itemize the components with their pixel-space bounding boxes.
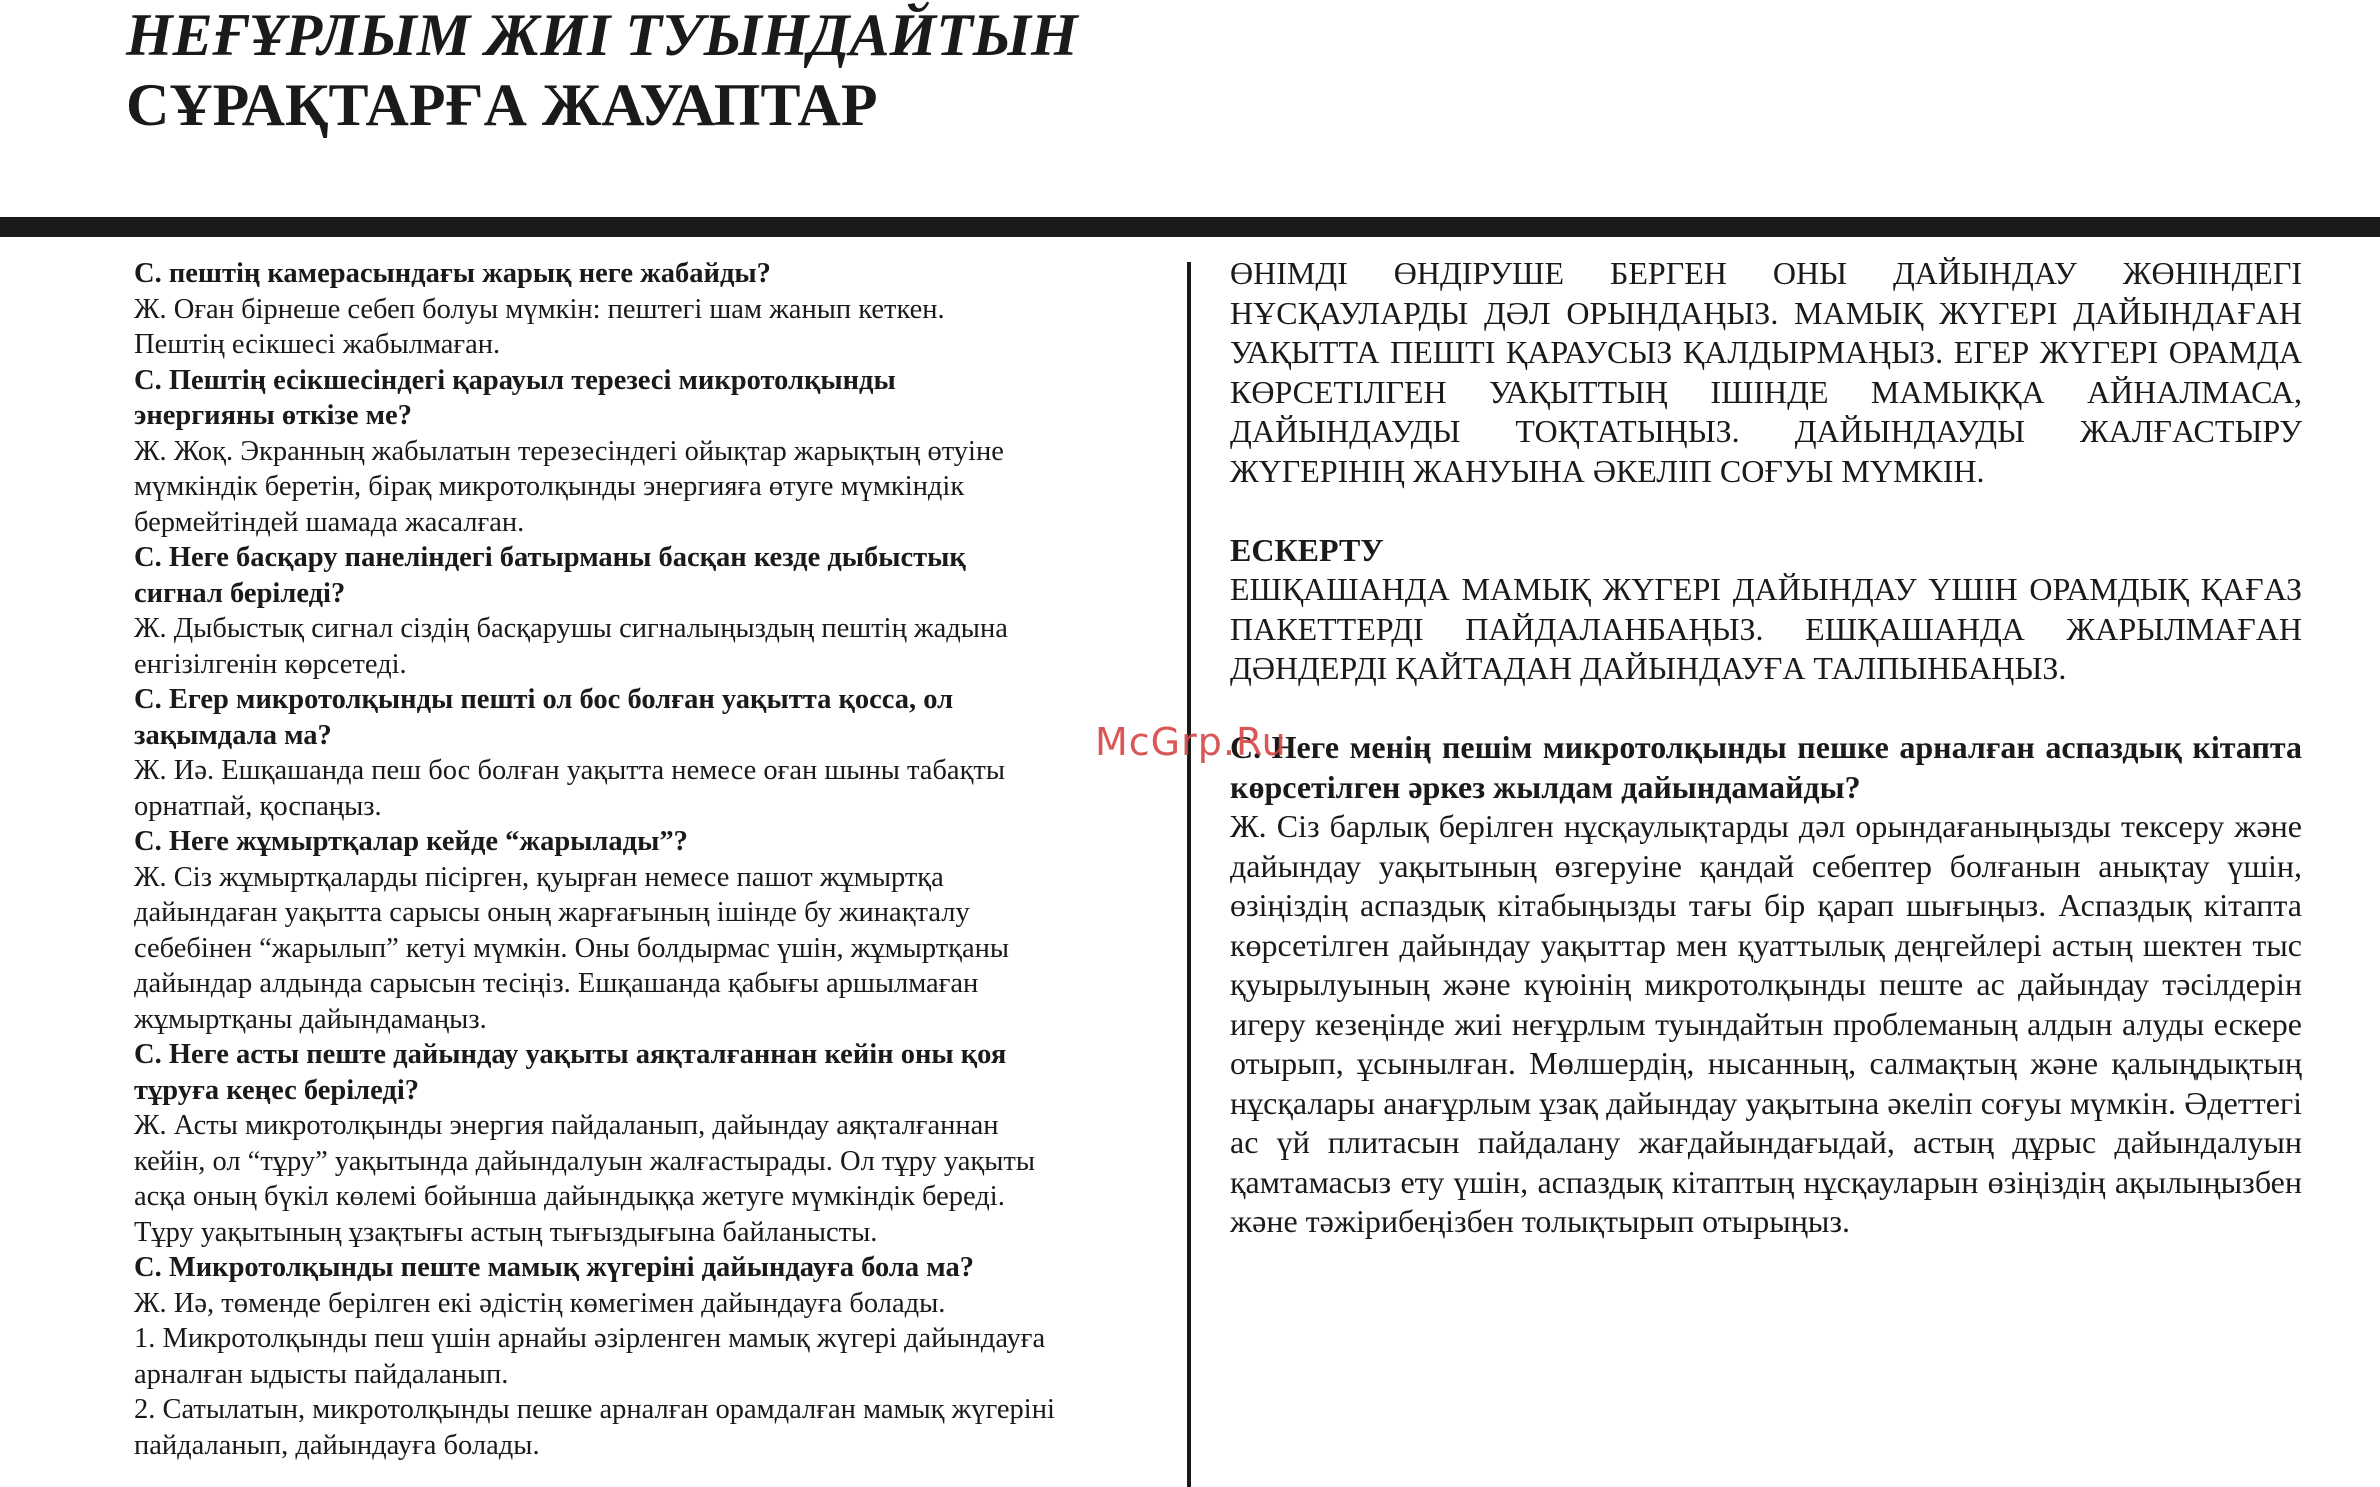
faq-answer-line: мүмкіндік беретін, бірақ микротолқынды энергияға өтуге мүмкіндік — [134, 471, 965, 502]
faq-right-column — [1230, 254, 2302, 1242]
faq-answer-line: орнатпай, қоспаңыз. — [134, 790, 382, 822]
instruction-paragraph: ӨНІМДІ ӨНДІРУШЕ БЕРГЕН ОНЫ ДАЙЫНДАУ ЖӨНІНДЕГІ НҰСҚАУЛАРДЫ ДӘЛ ОРЫНДАҢЫЗ. МАМЫҚ ЖҮГЕРІ ДАЙЫНДАҒАН УАҚЫТТА ПЕШТІ ҚАРАУСЫЗ ҚАЛДЫРМАҢЫЗ. ЕГЕР ЖҮГЕРІ ОРАМДА КӨРСЕТІЛГЕН УАҚЫТТЫҢ ІШІНДЕ МАМЫҚҚА АЙНАЛМАСА, ДАЙЫНДАУДЫ ТОҚТАТЫҢЫЗ. ДАЙЫНДАУДЫ ЖАЛҒАСТЫРУ ЖҮГЕРІНІҢ ЖАНУЫНА ӘКЕЛІП СОҒУЫ МҮМКІН. — [1230, 255, 2302, 489]
column-divider — [1187, 262, 1191, 1487]
warning-heading: ЕСКЕРТУ — [1230, 531, 1384, 568]
faq-answer-line: Ж. Дыбыстық сигнал сіздің басқарушы сигналыңыздың пештің жадына — [134, 613, 1008, 644]
faq-answer-line: жұмыртқаны дайындамаңыз. — [134, 1003, 487, 1035]
faq-left-column — [134, 256, 1174, 1463]
faq-question-line: зақымдала ма? — [134, 719, 332, 751]
faq-answer-line: себебінен “жарылып” кетуі мүмкін. Оны болдырмас үшін, жұмыртқаны — [134, 932, 1010, 964]
faq-question-line: С. Пештің есікшесіндегі қарауыл терезесі микротолқынды — [134, 364, 896, 396]
watermark: McGrp.Ru — [1095, 720, 1287, 764]
faq-answer-line: Ж. Иә. Ешқашанда пеш бос болған уақытта немесе оған шыны табақты — [134, 755, 1006, 786]
faq-answer-line: асқа оның бүкіл көлемі бойынша дайындыққа жетуге мүмкіндік береді. — [134, 1181, 1005, 1212]
paragraph-gap — [1230, 491, 2302, 531]
faq-question-line: сигнал беріледі? — [134, 577, 346, 609]
faq-question-line: С. Егер микротолқынды пешті ол бос болған уақытта қосса, ол — [134, 684, 954, 715]
faq-question-line: С. Микротолқынды пеште мамық жүгеріні дайындауға бола ма? — [134, 1252, 974, 1283]
faq-answer-line: дайындаған уақытта сарысы оның жарғағының ішінде бу жинақталу — [134, 897, 970, 928]
faq-answer-line: пайдаланып, дайындауға болады. — [134, 1429, 540, 1461]
faq-question-line: С. Неге асты пеште дайындау уақыты аяқталғаннан кейін оны қоя — [134, 1039, 1007, 1070]
faq-question-line: энергияны өткізе ме? — [134, 400, 412, 431]
faq-answer-line: дайындар алдында сарысын тесіңіз. Ешқашанда қабығы аршылмаған — [134, 968, 979, 999]
faq-answer-line: Ж. Асты микротолқынды энергия пайдаланып, дайындау аяқталғаннан — [134, 1110, 999, 1141]
faq-answer-line: енгізілгенін көрсетеді. — [134, 648, 407, 680]
paragraph-gap — [1230, 689, 2302, 729]
title-line-2: СҰРАҚТАРҒА ЖАУАПТАР — [126, 72, 878, 138]
warning-text: ЕШҚАШАНДА МАМЫҚ ЖҮГЕРІ ДАЙЫНДАУ ҮШІН ОРАМДЫҚ ҚАҒАЗ ПАКЕТТЕРДІ ПАЙДАЛАНБАҢЫЗ. ЕШҚАШАНДА ЖАРЫЛМАҒАН ДӘНДЕРДІ ҚАЙТАДАН ДАЙЫНДАУҒА ТАЛПЫНБАҢЫЗ. — [1230, 571, 2302, 686]
faq-answer-line: Ж. Иә, төменде берілген екі әдістің көмегімен дайындауға болады. — [134, 1287, 946, 1319]
faq-answer-line: Пештің есікшесі жабылмаған. — [134, 329, 501, 360]
faq-answer-line: бермейтіндей шамада жасалған. — [134, 506, 525, 538]
faq-question-line: С. Неге басқару панеліндегі батырманы басқан кезде дыбыстық — [134, 542, 966, 573]
faq-answer-line: Ж. Оған бірнеше себеп болуы мүмкін: пештегі шам жанып кеткен. — [134, 293, 945, 325]
faq-answer-line: Ж. Сіз жұмыртқаларды пісірген, қуырған немесе пашот жұмыртқа — [134, 861, 944, 893]
faq-answer-line: кейін, ол “тұру” уақытында дайындалуын жалғастырады. Ол тұру уақыты — [134, 1145, 1035, 1177]
faq-answer: Ж. Сіз барлық берілген нұсқаулықтарды дәл орындағаныңызды тексеру және дайындау уақытының өзгеруіне қандай себептер болғанын анықтау үшін, өзіңіздің аспаздық кітабыңызды тағы бір қарап шығыңыз. Аспаздық кітапта көрсетілген дайындау уақыттар мен қуаттылық деңгейлері астың шектен тыс қуырылуының және күюінің микротолқынды пеште ас дайындау тәсілдерін игеру кезеңінде жиі неғұрлым туындайтын проблеманың алдын алуды ескере отырып, ұсынылған. Мөлшердің, нысанның, салмақтың және қалыңдықтың нұсқалары анағұрлым ұзақ дайындау уақытына әкеліп соғуы мүмкін. Әдеттегі ас үй плитасын пайдалану жағдайындағыдай, астың дұрыс дайындалуын қамтамасыз ету үшін, аспаздық кітаптың нұсқауларын өзіңіздің ақылыңызбен және тәжірибеңізбен толықтырып отырыңыз. — [1230, 808, 2302, 1239]
page-title — [126, 0, 1078, 140]
faq-answer-line: арналған ыдысты пайдаланып. — [134, 1358, 509, 1390]
title-line-1: НЕҒҰРЛЫМ ЖИІ ТУЫНДАЙТЫН — [126, 2, 1078, 68]
faq-question-line: тұруға кеңес беріледі? — [134, 1074, 419, 1106]
faq-answer-line: Тұру уақытының ұзақтығы астың тығыздығына байланысты. — [134, 1216, 878, 1248]
faq-answer-line: 2. Сатылатын, микротолқынды пешке арналған орамдалған мамық жүгеріні — [134, 1394, 1055, 1425]
faq-answer-line: Ж. Жоқ. Экранның жабылатын терезесіндегі ойықтар жарықтың өтуіне — [134, 435, 1004, 467]
faq-answer-line: 1. Микротолқынды пеш үшін арнайы әзірленген мамық жүгері дайындауға — [134, 1323, 1046, 1354]
faq-question-line: С. Неге жұмыртқалар кейде “жарылады”? — [134, 826, 688, 857]
header-rule — [0, 217, 2380, 237]
faq-question-line: С. пештің камерасындағы жарық неге жабайды? — [134, 258, 771, 289]
faq-question: С. Неге менің пешім микротолқынды пешке арналған аспаздық кітапта көрсетілген әркез жылдам дайындамайды? — [1230, 729, 2302, 805]
